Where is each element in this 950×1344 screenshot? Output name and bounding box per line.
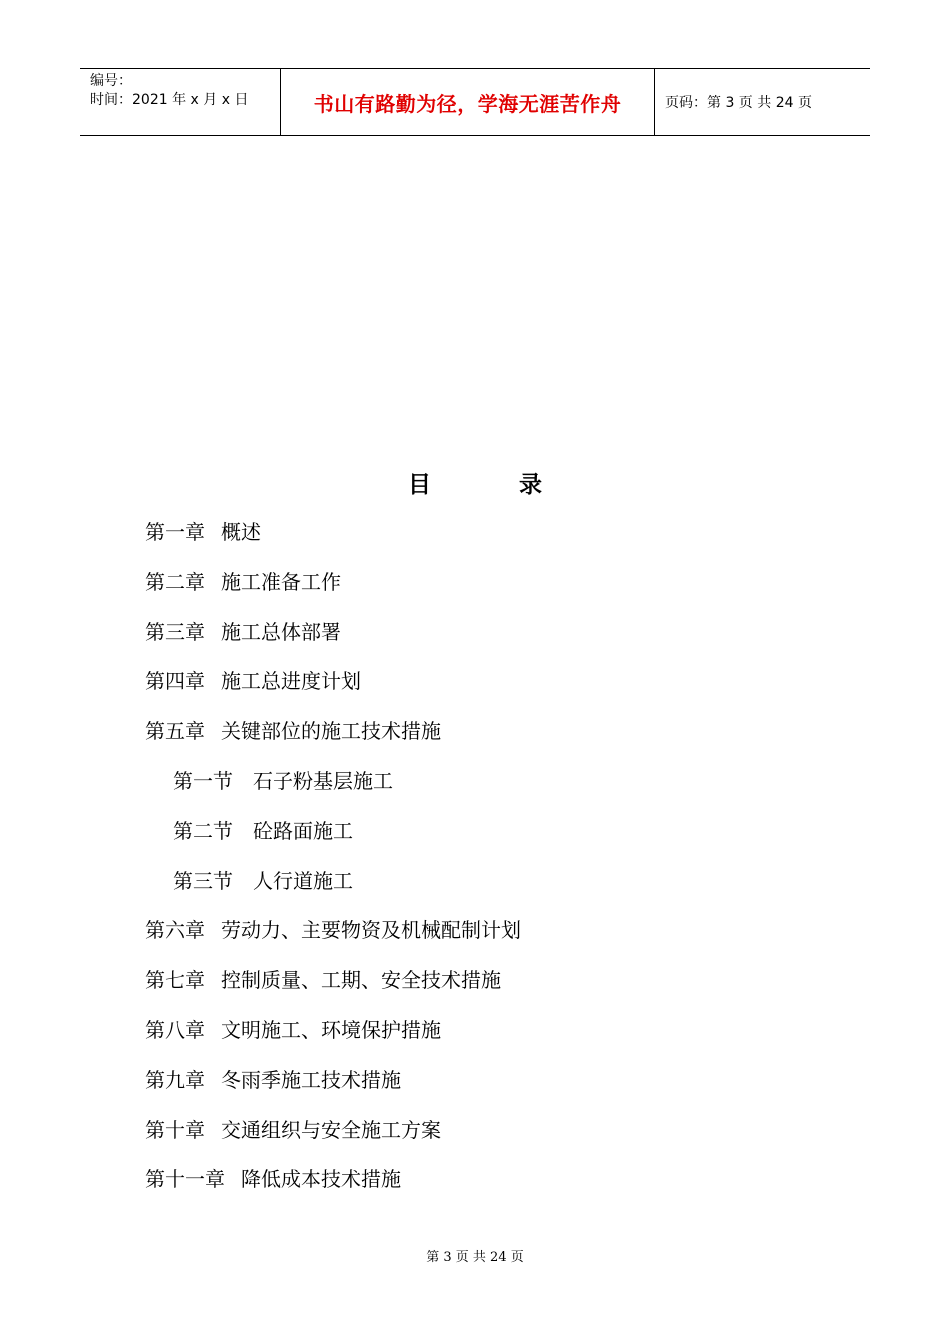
toc-item-number: 第四章 xyxy=(145,669,205,694)
page-footer: 第 3 页 共 24 页 xyxy=(426,1250,524,1265)
toc-item xyxy=(145,663,521,713)
toc-item-text: 控制质量、工期、安全技术措施 xyxy=(221,968,501,993)
toc-item-number: 第三节 xyxy=(173,868,233,893)
toc-item-number: 第九章 xyxy=(145,1067,205,1092)
toc-item xyxy=(145,1012,521,1062)
toc-item xyxy=(145,564,521,614)
toc-item-text: 劳动力、主要物资及机械配制计划 xyxy=(221,918,521,943)
toc-item xyxy=(145,514,521,564)
toc-subitem xyxy=(145,863,521,913)
toc-title-left: 目 xyxy=(408,471,431,498)
toc-subitem xyxy=(145,763,521,813)
toc-item-number: 第二章 xyxy=(145,569,205,594)
toc-title-right: 录 xyxy=(519,471,542,498)
toc-item-text: 冬雨季施工技术措施 xyxy=(221,1067,401,1092)
toc-item-text: 施工准备工作 xyxy=(221,569,341,594)
time-label: 时间：2021 年 x 月 x 日 xyxy=(90,92,249,108)
toc-item-number: 第五章 xyxy=(145,719,205,744)
toc-item-text: 砼路面施工 xyxy=(253,818,353,843)
toc-item-number: 第七章 xyxy=(145,968,205,993)
toc-item-number: 第十一章 xyxy=(145,1167,225,1192)
toc-item-text: 概述 xyxy=(221,520,261,544)
header-page-info: 页码：第 3 页 共 24 页 xyxy=(665,95,812,111)
toc-item xyxy=(145,614,521,664)
toc-item xyxy=(145,1161,521,1211)
toc-list xyxy=(145,514,521,1211)
toc-item-text: 人行道施工 xyxy=(253,868,353,893)
code-label: 编号： xyxy=(90,73,132,89)
toc-item-number: 第一节 xyxy=(173,768,233,793)
page-header xyxy=(80,68,870,136)
toc-item-text: 关键部位的施工技术措施 xyxy=(221,719,441,744)
toc-item-text: 交通组织与安全施工方案 xyxy=(221,1117,441,1142)
toc-item xyxy=(145,962,521,1012)
header-meta xyxy=(80,69,281,135)
toc-item-text: 石子粉基层施工 xyxy=(253,768,393,793)
toc-item-number: 第二节 xyxy=(173,818,233,843)
toc-item-text: 降低成本技术措施 xyxy=(241,1167,401,1192)
header-motto: 书山有路勤为径，学海无涯苦作舟 xyxy=(281,69,655,135)
toc-item xyxy=(145,713,521,763)
toc-item-number: 第六章 xyxy=(145,918,205,943)
toc-item xyxy=(145,912,521,962)
toc-item-number: 第一章 xyxy=(145,520,205,544)
toc-item-text: 施工总体部署 xyxy=(221,619,341,644)
toc-item-number: 第三章 xyxy=(145,619,205,644)
toc-item-number: 第八章 xyxy=(145,1017,205,1042)
toc-subitem xyxy=(145,813,521,863)
toc-item-text: 文明施工、环境保护措施 xyxy=(221,1017,441,1042)
toc-item xyxy=(145,1112,521,1162)
toc-item xyxy=(145,1062,521,1112)
toc-title xyxy=(0,466,950,499)
toc-item-text: 施工总进度计划 xyxy=(221,669,361,694)
toc-item-number: 第十章 xyxy=(145,1117,205,1142)
